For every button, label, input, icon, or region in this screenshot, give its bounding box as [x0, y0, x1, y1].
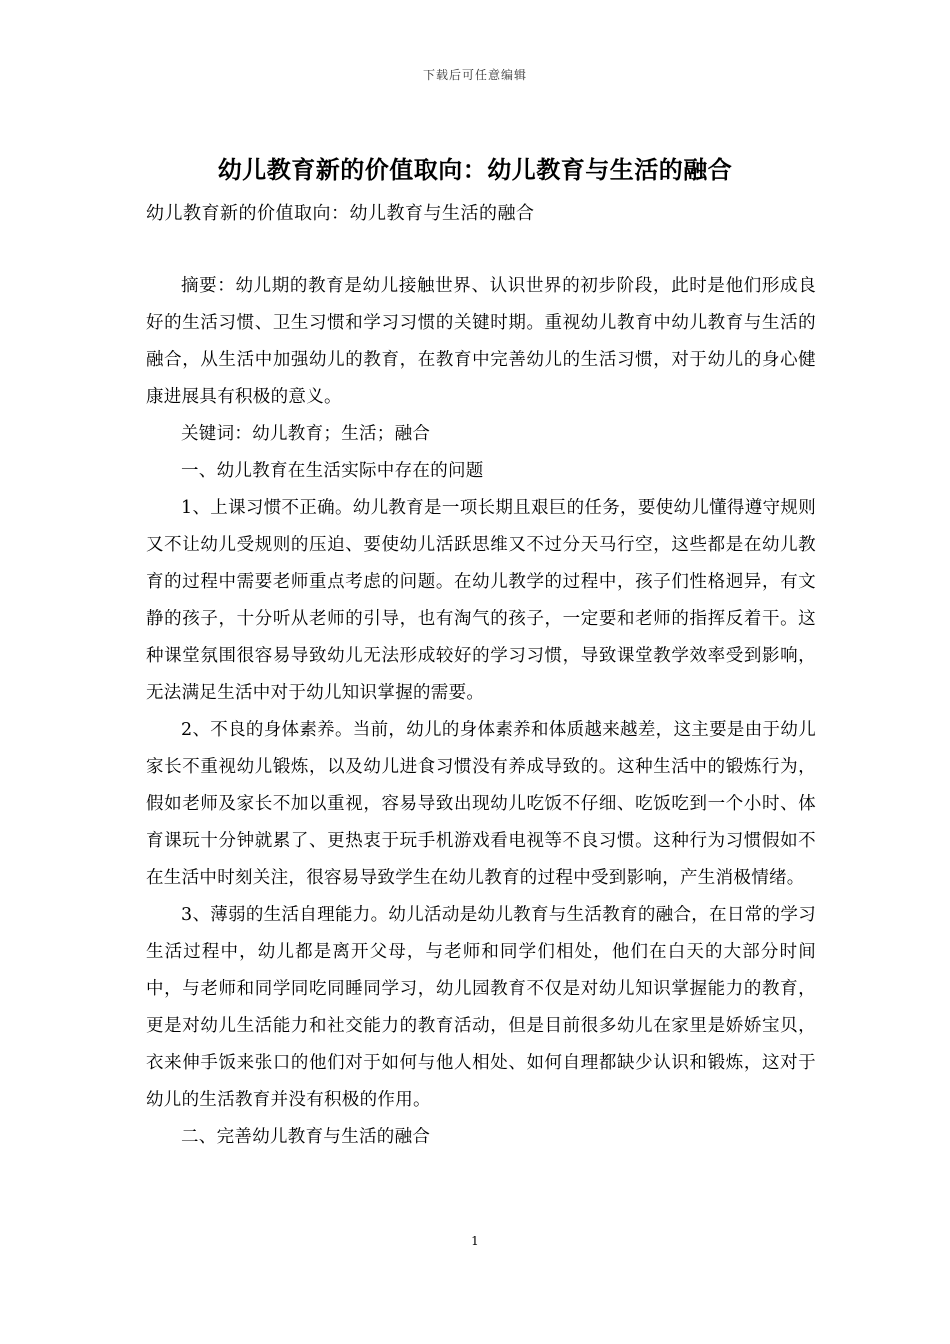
- body-paragraph: 3、薄弱的生活自理能力。幼儿活动是幼儿教育与生活教育的融合，在日常的学习生活过程中，幼儿都是离开父母，与老师和同学们相处，他们在白天的大部分时间中，与老师和同学同吃同睡同学习，幼儿园教育不仅是对幼儿知识掌握能力的教育，更是对幼儿生活能力和社交能力的教育活动，但是目前很多幼儿在家里是娇娇宝贝，衣来伸手饭来张口的他们对于如何与他人相处、如何自理都缺少认识和锻炼，这对于幼儿的生活教育并没有积极的作用。: [146, 905, 816, 1110]
- keywords-paragraph: 关键词：幼儿教育；生活；融合: [181, 424, 431, 444]
- section-heading-1: 一、幼儿教育在生活实际中存在的问题: [181, 461, 484, 481]
- document-body: [146, 268, 816, 1156]
- section-heading-2: 二、完善幼儿教育与生活的融合: [181, 1127, 431, 1147]
- page-title: 幼儿教育新的价值取向：幼儿教育与生活的融合: [217, 156, 733, 184]
- body-paragraph: 1、上课习惯不正确。幼儿教育是一项长期且艰巨的任务，要使幼儿懂得遵守规则又不让幼儿受规则的压迫、要使幼儿活跃思维又不过分天马行空，这些都是在幼儿教育的过程中需要老师重点考虑的问题。在幼儿教学的过程中，孩子们性格迥异，有文静的孩子，十分听从老师的引导，也有淘气的孩子，一定要和老师的指挥反着干。这种课堂氛围很容易导致幼儿无法形成较好的学习习惯，导致课堂教学效率受到影响，无法满足生活中对于幼儿知识掌握的需要。: [146, 498, 816, 703]
- document-subtitle: 幼儿教育新的价值取向：幼儿教育与生活的融合: [146, 203, 535, 224]
- abstract-paragraph: 摘要：幼儿期的教育是幼儿接触世界、认识世界的初步阶段，此时是他们形成良好的生活习惯、卫生习惯和学习习惯的关键时期。重视幼儿教育中幼儿教育与生活的融合，从生活中加强幼儿的教育，在教育中完善幼儿的生活习惯，对于幼儿的身心健康进展具有积极的意义。: [146, 276, 816, 407]
- page-header: 下载后可任意编辑: [422, 68, 527, 82]
- page-number: 1: [471, 1234, 479, 1248]
- body-paragraph: 2、不良的身体素养。当前，幼儿的身体素养和体质越来越差，这主要是由于幼儿家长不重视幼儿锻炼，以及幼儿进食习惯没有养成导致的。这种生活中的锻炼行为，假如老师及家长不加以重视，容易导致出现幼儿吃饭不仔细、吃饭吃到一个小时、体育课玩十分钟就累了、更热衷于玩手机游戏看电视等不良习惯。这种行为习惯假如不在生活中时刻关注，很容易导致学生在幼儿教育的过程中受到影响，产生消极情绪。: [146, 720, 816, 888]
